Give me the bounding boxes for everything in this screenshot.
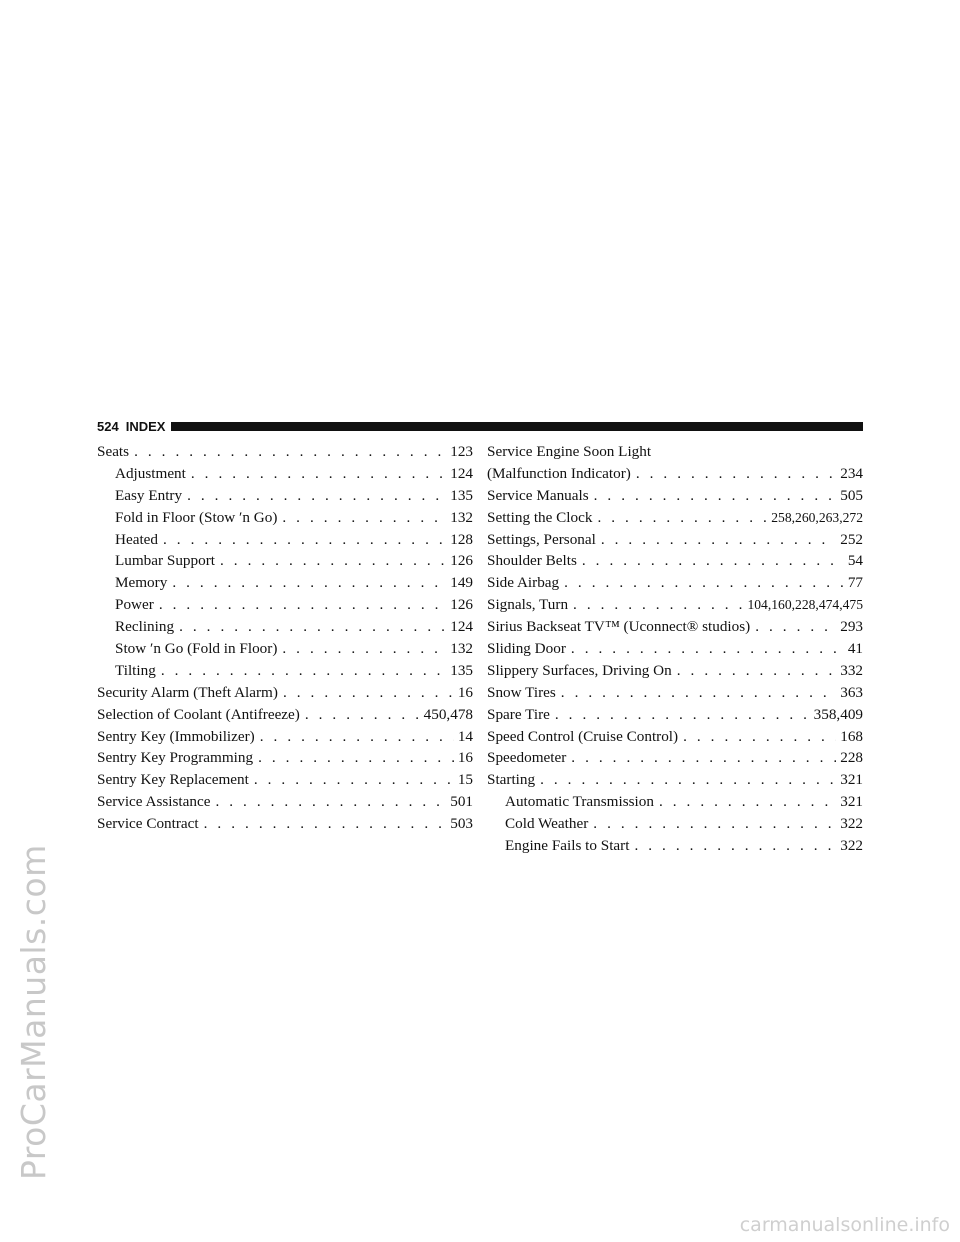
index-entry: [487, 550, 863, 572]
index-entry: [97, 726, 473, 748]
index-entry: [97, 550, 473, 572]
index-entry: [97, 441, 473, 463]
index-entry: [487, 791, 863, 813]
leader-dots: [540, 769, 836, 791]
index-entry: [97, 747, 473, 769]
index-term: Tilting: [115, 661, 156, 679]
leader-dots: [582, 550, 844, 572]
index-term: Fold in Floor (Stow ′n Go): [115, 508, 278, 526]
index-term: Selection of Coolant (Antifreeze): [97, 705, 300, 723]
index-page-ref: 135: [450, 486, 473, 504]
index-term: Spare Tire: [487, 705, 550, 723]
index-page-ref: 332: [840, 661, 863, 679]
leader-dots: [571, 747, 836, 769]
index-term: Sliding Door: [487, 640, 566, 658]
index-page-ref: 321: [840, 793, 863, 811]
index-page-ref: 234: [840, 464, 863, 482]
index-term: Slippery Surfaces, Driving On: [487, 661, 672, 679]
index-entry: [97, 485, 473, 507]
index-entry: [487, 704, 863, 726]
index-column-right: [487, 441, 863, 857]
index-entry: [97, 660, 473, 682]
index-term: Setting the Clock: [487, 508, 593, 526]
index-page-ref: 252: [840, 530, 863, 548]
leader-dots: [172, 572, 446, 594]
index-page-ref: 322: [840, 815, 863, 833]
index-term: Sentry Key (Immobilizer): [97, 727, 255, 745]
index-term: Automatic Transmission: [505, 793, 654, 811]
index-page-ref: 132: [450, 508, 473, 526]
index-page-ref: 126: [450, 596, 473, 614]
index-page-ref: 358,409: [813, 705, 863, 723]
leader-dots: [601, 529, 836, 551]
leader-dots: [677, 660, 836, 682]
index-term: Service Engine Soon Light: [487, 443, 652, 460]
index-entry: [97, 638, 473, 660]
leader-dots: [555, 704, 810, 726]
index-entry: [487, 813, 863, 835]
index-term: Sentry Key Programming: [97, 749, 254, 767]
index-page-ref: 16: [457, 683, 473, 701]
index-entry: [487, 572, 863, 594]
index-term: Adjustment: [115, 464, 186, 482]
leader-dots: [220, 550, 446, 572]
bottom-watermark: carmanualsonline.info: [739, 1214, 950, 1236]
index-term: Service Assistance: [97, 793, 211, 811]
index-page-ref: 168: [840, 727, 863, 745]
index-entry: [487, 616, 863, 638]
leader-dots: [283, 682, 454, 704]
index-term: Settings, Personal: [487, 530, 596, 548]
index-entry: [97, 791, 473, 813]
index-page-ref: 123: [450, 443, 473, 460]
index-term: Shoulder Belts: [487, 552, 577, 570]
index-page-ref: 126: [450, 552, 473, 570]
index-term: Starting: [487, 771, 536, 789]
index-entry: [97, 529, 473, 551]
index-entry: [487, 507, 863, 529]
leader-dots: [187, 485, 446, 507]
leader-dots: [179, 616, 446, 638]
index-entry: [97, 463, 473, 485]
leader-dots: [594, 485, 837, 507]
index-term: Security Alarm (Theft Alarm): [97, 683, 278, 701]
index-term: Service Manuals: [487, 486, 589, 504]
leader-dots: [282, 507, 446, 529]
index-entry: [97, 813, 473, 835]
leader-dots: [161, 660, 446, 682]
index-page-ref: 124: [450, 464, 473, 482]
index-entry: [97, 616, 473, 638]
header-rule: [171, 422, 863, 431]
index-term: Sirius Backseat TV™ (Uconnect® studios): [487, 618, 751, 636]
index-term: (Malfunction Indicator): [487, 464, 631, 482]
leader-dots: [191, 463, 446, 485]
index-term: Seats: [97, 443, 130, 460]
index-entry: [97, 682, 473, 704]
index-page-ref: 124: [450, 618, 473, 636]
index-term: Signals, Turn: [487, 596, 569, 614]
leader-dots: [597, 507, 767, 529]
index-page-ref: 41: [847, 640, 863, 658]
index-page-ref: 128: [450, 530, 473, 548]
index-entry: [487, 682, 863, 704]
leader-dots: [634, 835, 836, 857]
index-term: Stow ′n Go (Fold in Floor): [115, 640, 278, 658]
leader-dots: [258, 747, 454, 769]
leader-dots: [683, 726, 836, 748]
index-term: Speedometer: [487, 749, 567, 767]
index-entry: [487, 726, 863, 748]
index-page-ref: 363: [840, 683, 863, 701]
leader-dots: [159, 594, 446, 616]
index-page-ref: 321: [840, 771, 863, 789]
leader-dots: [254, 769, 454, 791]
leader-dots: [593, 813, 836, 835]
index-page-ref: 132: [450, 640, 473, 658]
page-number: 524: [97, 418, 119, 434]
index-entry: [97, 594, 473, 616]
index-term: Reclining: [115, 618, 175, 636]
index-column-left: [97, 441, 473, 835]
index-entry: [487, 441, 863, 463]
leader-dots: [755, 616, 836, 638]
index-page-ref: 77: [847, 574, 863, 592]
leader-dots: [215, 791, 446, 813]
index-entry: [487, 485, 863, 507]
index-page-ref: 505: [840, 486, 863, 504]
index-term: Speed Control (Cruise Control): [487, 727, 679, 745]
index-page-ref: 450,478: [423, 705, 473, 723]
index-entry: [97, 769, 473, 791]
index-page-ref: 322: [840, 837, 863, 855]
index-entry: [487, 769, 863, 791]
index-term: Power: [115, 596, 154, 614]
index-term: Easy Entry: [115, 486, 183, 504]
index-page-ref: 258,260,263,272: [771, 509, 863, 525]
index-entry: [487, 638, 863, 660]
index-entry: [97, 507, 473, 529]
index-page-ref: 501: [450, 793, 473, 811]
leader-dots: [305, 704, 420, 726]
index-term: Engine Fails to Start: [505, 837, 630, 855]
leader-dots: [163, 529, 446, 551]
leader-dots: [564, 572, 844, 594]
leader-dots: [561, 682, 836, 704]
index-entry: [97, 704, 473, 726]
index-term: Cold Weather: [505, 815, 589, 833]
index-entry: [97, 572, 473, 594]
leader-dots: [134, 441, 446, 463]
index-term: Snow Tires: [487, 683, 556, 701]
index-page-ref: 14: [457, 727, 473, 745]
leader-dots: [260, 726, 454, 748]
index-term: Heated: [115, 530, 159, 548]
index-page-ref: 15: [457, 771, 473, 789]
index-page-ref: 149: [450, 574, 473, 592]
index-entry: [487, 529, 863, 551]
leader-dots: [571, 638, 844, 660]
index-page-ref: 135: [450, 661, 473, 679]
leader-dots: [204, 813, 447, 835]
section-title: INDEX: [125, 418, 166, 434]
index-term: Lumbar Support: [115, 552, 215, 570]
index-entry: [487, 835, 863, 857]
index-entry: [487, 463, 863, 485]
leader-dots: [282, 638, 446, 660]
index-page-ref: 54: [847, 552, 863, 570]
index-entry: [487, 747, 863, 769]
index-page-ref: 293: [840, 618, 863, 636]
index-page-ref: 228: [840, 749, 863, 767]
leader-dots: [636, 463, 836, 485]
index-term: Memory: [115, 574, 168, 592]
leader-dots: [573, 594, 743, 616]
index-term: Service Contract: [97, 815, 199, 833]
index-entry: [487, 594, 863, 616]
side-watermark: ProCarManuals.com: [14, 844, 53, 1180]
index-term: Sentry Key Replacement: [97, 771, 249, 789]
index-page-ref: 503: [450, 815, 473, 833]
page-header: [97, 417, 863, 435]
index-entry: [487, 660, 863, 682]
index-page-ref: 104,160,228,474,475: [747, 597, 863, 613]
index-page-ref: 16: [457, 749, 473, 767]
index-term: Side Airbag: [487, 574, 560, 592]
leader-dots: [659, 791, 836, 813]
